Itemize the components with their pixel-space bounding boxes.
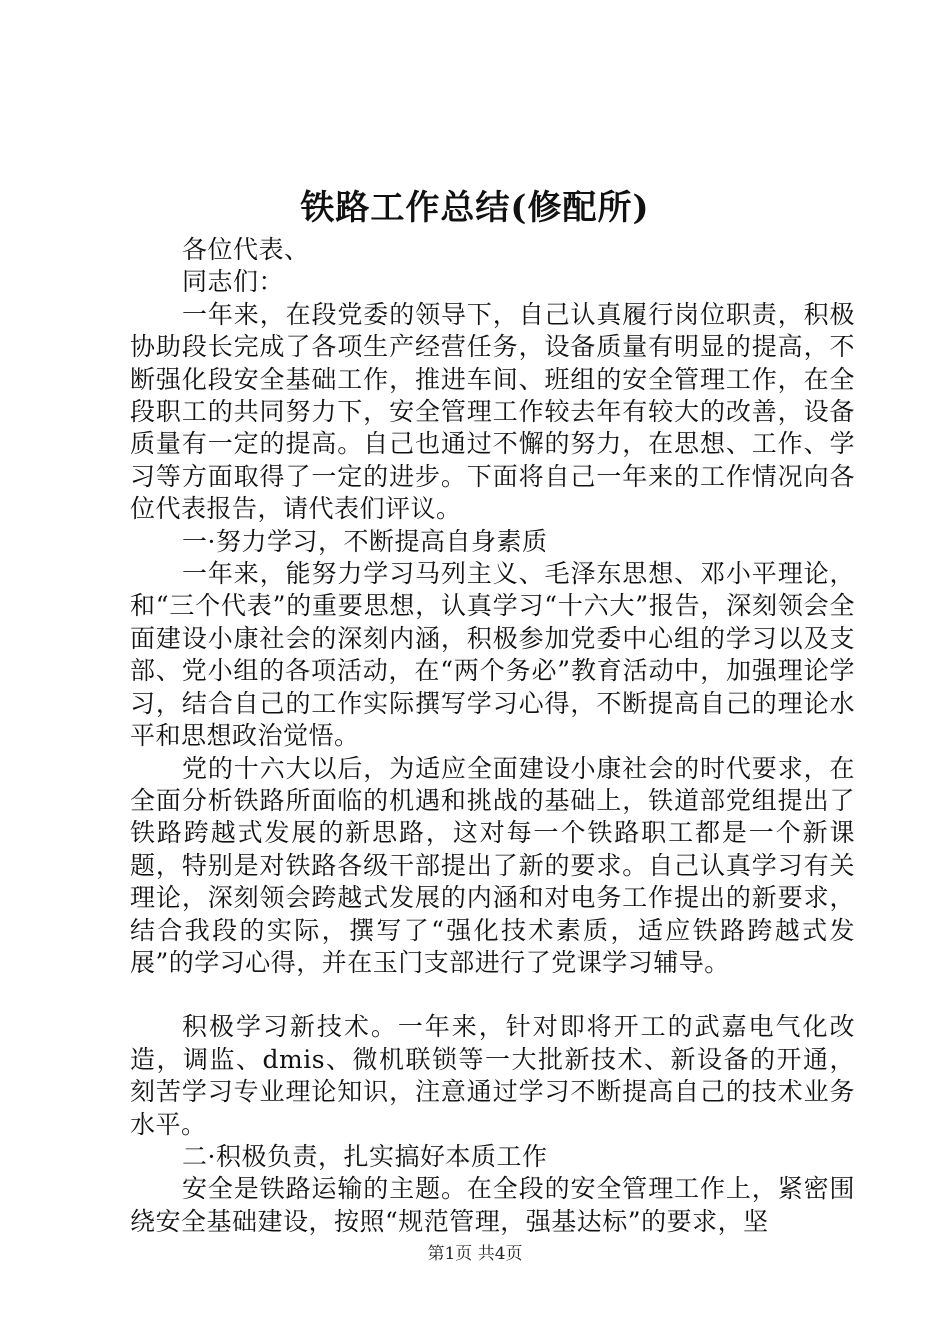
salutation-line: 各位代表、 xyxy=(182,235,310,264)
salutation-line: 同志们： xyxy=(182,267,285,297)
page-number-footer: 第1页 共4页 xyxy=(427,1244,523,1264)
body-paragraph: 安全是铁路运输的主题。在全段的安全管理工作上，紧密围绕安全基础建设，按照“规范管理，强基达标”的要求，坚 xyxy=(130,1174,855,1236)
body-paragraph: 积极学习新技术。一年来，针对即将开工的武嘉电气化改造，调监、dmis、微机联锁等一大批新技术、新设备的开通，刻苦学习专业理论知识，注意通过学习不断提高自己的技术业务水平。 xyxy=(130,1012,855,1139)
body-paragraph: 党的十六大以后，为适应全面建设小康社会的时代要求，在全面分析铁路所面临的机遇和挑战的基础上，铁道部党组提出了铁路跨越式发展的新思路，这对每一个铁路职工都是一个新课题，特别是对铁路各级干部提出了新的要求。自己认真学习有关理论，深刻领会跨越式发展的内涵和对电务工作提出的新要求，结合我段的实际，撰写了“强化技术素质，适应铁路跨越式发展”的学习心得，并在玉门支部进行了党课学习辅导。 xyxy=(130,753,855,977)
document-title: 铁路工作总结(修配所) xyxy=(300,188,650,228)
body-paragraph: 一年来，在段党委的领导下，自己认真履行岗位职责，积极协助段长完成了各项生产经营任务，设备质量有明显的提高，不断强化段安全基础工作，推进车间、班组的安全管理工作，在全段职工的共同努力下，安全管理工作较去年有较大的改善，设备质量有一定的提高。自己也通过不懈的努力，在思想、工作、学习等方面取得了一定的进步。下面将自己一年来的工作情况向各位代表报告，请代表们评议。 xyxy=(130,299,855,524)
document-body xyxy=(130,234,855,1238)
body-paragraph: 一年来，能努力学习马列主义、毛泽东思想、邓小平理论，和“三个代表”的重要思想，认真学习“十六大”报告，深刻领会全面建设小康社会的深刻内涵，积极参加党委中心组的学习以及支部、党小组的各项活动，在“两个务必”教育活动中，加强理论学习，结合自己的工作实际撰写学习心得，不断提高自己的理论水平和思想政治觉悟。 xyxy=(130,559,855,751)
section-heading: 一·努力学习，不断提高自身素质 xyxy=(182,526,548,556)
section-heading: 二·积极负责，扎实搞好本质工作 xyxy=(182,1141,548,1171)
